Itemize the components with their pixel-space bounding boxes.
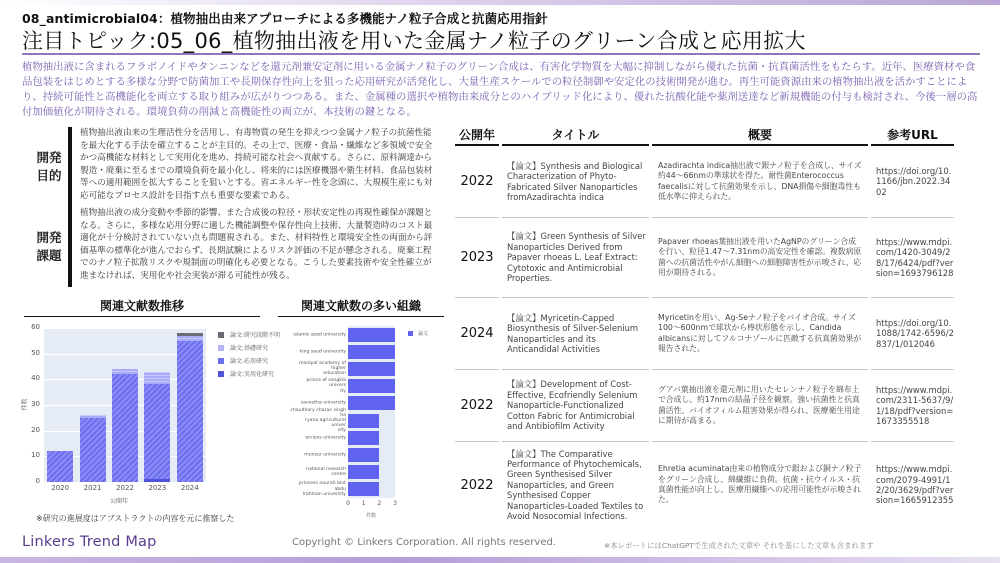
- publication-trend-chart: [21, 322, 281, 512]
- cell-url-link[interactable]: https://www.mdpi.com/1420-3049/28/17/6424/pdf?version=1693796128: [871, 218, 954, 298]
- cell-summary: Myricetinを用い、Ag-Seナノ粒子をバイオ合成。サイズ100～600nmで球状から棒状形態を示し、Candida albicansに対してフルコナゾールに匹敵する抗真菌効果が報告された。: [652, 298, 868, 370]
- bar-2021: [80, 415, 106, 482]
- bar-2020: [47, 451, 73, 482]
- legend-label: 論文:応用研究: [230, 358, 269, 365]
- org-label: princess nourah bint abdu lrahman university: [298, 481, 346, 497]
- top-organizations-chart: [290, 322, 460, 522]
- intro-paragraph: 植物抽出液に含まれるフラボノイドやタンニンなどを還元剤兼安定剤に用いる金属ナノ粒子のグリーン合成は、有害化学物質を大幅に抑制しながら優れた抗菌・抗真菌活性をもたらす。近年、医療資材や食品包装をはじめとする多様な分野で防菌加工や長期保存性向上を狙った応用研究が活発化し、大量生産スケールでの粒径制御や安定化の技術開発が進む。再生可能資源由来の植物抽出液を活かすことにより、持続可能性と高機能化を両立する取り組みが広がりつつある。また、金属種の選択や植物由来成分とのハイブリッド化により、優れた抗酸化能や薬剤送達など新規機能の付与も検討され、今後一層の高付加価値化が期待される。環境負荷の削減と高機能性の両立が、本技術の鍵となる。: [22, 61, 978, 118]
- y-tick-label: 0: [35, 477, 40, 485]
- org-bar-row: [290, 465, 460, 479]
- x-tick-label: 2022: [116, 484, 134, 492]
- org-bar-row: [290, 448, 460, 462]
- cell-year: 2024: [455, 298, 499, 370]
- development-issues-label: [30, 207, 68, 287]
- bar-segment: [47, 451, 73, 482]
- trend-chart-heading: 関連文献数推移: [24, 297, 260, 317]
- y-tick-label: 10: [31, 451, 40, 460]
- x-tick-label: 1: [361, 500, 366, 507]
- x-axis-label: 公開年: [110, 498, 129, 505]
- org-label: munzur university: [304, 452, 346, 458]
- cell-summary: Papaver rhoeas葉抽出液を用いたAgNPのグリーン合成を行い、粒径1.47～7.31nmの高安定性を確認。複数病原菌への抗菌活性やがん細胞への細胞障害性が示唆され、応用が期待される。: [652, 218, 868, 298]
- legend-label: 論文:実用化研究: [230, 371, 275, 378]
- bar-segment: [144, 384, 170, 479]
- org-chart-heading: 関連文献数の多い組織: [278, 297, 444, 317]
- table-header: [455, 126, 985, 146]
- x-tick-label: 2020: [51, 484, 70, 492]
- y-tick-label: 30: [31, 400, 40, 408]
- legend-swatch: [218, 332, 224, 338]
- cell-year: 2022: [455, 370, 499, 442]
- cell-url-link[interactable]: https://www.mdpi.com/2079-4991/12/20/3629/pdf?version=1665912355: [876, 464, 954, 506]
- bar-segment: [80, 418, 106, 482]
- bar-segment: [112, 374, 138, 482]
- cell-url-link[interactable]: https://doi.org/10.1166/jbn.2022.3402: [871, 146, 954, 218]
- title-divider: [22, 53, 980, 55]
- table-row: [455, 370, 985, 442]
- org-bar: [348, 396, 395, 410]
- org-bar: [348, 345, 395, 359]
- bottom-accent-bar: [0, 557, 1000, 563]
- legend-swatch: [218, 358, 224, 364]
- top-accent-bar: [0, 0, 1000, 5]
- org-bar-row: [290, 362, 460, 376]
- org-label: king saud university: [299, 349, 346, 355]
- cell-title: 【論文】The Comparative Performance of Phytochemicals, Green Synthesised Silver Nanoparticles, and Green Synthesised Copper Nanoparticles-Loaded Textiles to Avoid Nosocomial Infections.: [507, 448, 644, 522]
- linkers-trend-map-logo: Linkers Trend Map: [22, 534, 157, 550]
- y-tick-label: 60: [31, 323, 40, 331]
- org-bar-row: [290, 431, 460, 445]
- org-label: manipal academy of higher education: [299, 361, 346, 377]
- org-label: erciyes university: [305, 435, 346, 441]
- label-line: 課題: [36, 248, 62, 263]
- cell-summary: Ehretia acuminata由来の植物成分で銀および銅ナノ粒子をグリーン合成し、綿繊維に負荷。抗菌・抗ウイルス・抗真菌性能が向上し、医療用繊維への応用可能性が示唆された。: [658, 464, 862, 505]
- y-tick-label: 50: [31, 348, 40, 357]
- bar-segment: [144, 479, 170, 482]
- org-bar: [348, 482, 379, 496]
- header-title: タイトル: [502, 126, 649, 146]
- x-tick-label: 2024: [180, 484, 199, 492]
- gridline: [44, 328, 206, 329]
- development-purpose-text: 植物抽出液由来の生理活性分を活用し、有毒物質の発生を抑えつつ金属ナノ粒子の抗菌性能を最大化する手法を確立することが主目的。その上で、医療・食品・繊維など多領域で安全かつ高機能な材料として実用化を進め、持続可能な社会へ貢献する。さらに、原料調達から製造・廃棄に至るまでの環境負荷を最小化し、将来的には医療機器や衛生材料、食品包装材等への適用範囲を拡大することを狙いとする。省エネルギー性を念頭に、大規模生産にも対応可能なプロセス設計を目指す点も重要な要素である。: [80, 128, 433, 201]
- chart-legend: [218, 330, 280, 382]
- legend-item: [218, 356, 280, 365]
- cell-title: 【論文】Myricetin-Capped Biosynthesis of Silver-Selenium Nanoparticles and its Anticandidal Activities: [502, 298, 649, 370]
- org-label: saveetha university: [300, 400, 346, 406]
- label-line: 目的: [36, 168, 62, 183]
- ai-disclaimer-note: ※本レポートにはChatGPTで生成された文章や それを基にした文章も含まれます: [604, 541, 874, 550]
- org-bar-row: [290, 407, 460, 434]
- cell-title: 【論文】Development of Cost-Effective, Ecofriendly Selenium Nanoparticle-Functionalized Cotton Fabric for Antimicrobial and Antibiofilm Activity: [502, 370, 649, 442]
- cell-title: 【論文】Synthesis and Biological Characterization of Phyto-Fabricated Silver Nanoparticles fromAzadirachta indica: [502, 146, 649, 218]
- bar-2023: [144, 372, 170, 482]
- legend-item: [218, 343, 280, 352]
- development-purpose-block: [30, 127, 440, 207]
- cell-year: 2023: [455, 218, 499, 298]
- legend-item: [218, 369, 280, 378]
- x-tick-label: 2: [377, 500, 382, 507]
- bar-2022: [112, 369, 138, 482]
- x-tick-label: 0: [346, 500, 350, 507]
- org-label: chaudhary charan singh ha ryana agricultural univer sity: [290, 407, 346, 434]
- legend-label: 論文:研究段階不明: [230, 332, 281, 339]
- development-purpose-label: [30, 127, 68, 207]
- literature-table: [455, 126, 985, 528]
- y-tick-label: 40: [31, 374, 40, 383]
- org-bar-row: [290, 482, 460, 496]
- page-title: 注目トピック:05_06_植物抽出液を用いた金属ナノ粒子のグリーン合成と応用拡大: [22, 29, 806, 53]
- legend-item: [218, 330, 280, 339]
- table-row: [455, 218, 985, 298]
- legend-swatch: [218, 345, 224, 351]
- label-line: 開発: [36, 150, 62, 165]
- org-label: islamic azad university: [293, 331, 346, 337]
- x-axis-label: 件数: [366, 513, 377, 519]
- x-tick-label: 3: [393, 500, 397, 507]
- org-bar: [348, 414, 379, 428]
- org-bar-row: [290, 345, 460, 359]
- header-url: 参考URL: [871, 126, 954, 146]
- development-issues-block: [30, 207, 440, 287]
- bar-segment: [177, 341, 203, 482]
- org-bar: [348, 465, 379, 479]
- org-bar-row: [290, 379, 460, 393]
- bar-segment: [144, 372, 170, 385]
- org-bar: [348, 431, 379, 445]
- org-bar: [348, 362, 395, 376]
- y-tick-label: 20: [31, 425, 40, 434]
- copyright-text: Copyright © Linkers Corporation. All rights reserved.: [292, 537, 556, 548]
- x-tick-label: 2021: [83, 484, 102, 492]
- table-row: [455, 146, 985, 218]
- legend-swatch: [218, 371, 224, 377]
- header-summary: 概要: [652, 126, 868, 146]
- org-bar: [348, 448, 379, 462]
- legend-label: 論文:基礎研究: [230, 345, 269, 352]
- gridline: [44, 482, 206, 483]
- cell-year: 2022: [460, 477, 494, 493]
- header-year: 公開年: [455, 126, 499, 146]
- cell-title: 【論文】Green Synthesis of Silver Nanoparticles Derived from Papaver rhoeas L. Leaf Extract: Cytotoxic and Antimicrobial Properties.: [502, 218, 649, 298]
- chart-plot-area: [44, 328, 206, 482]
- cell-summary: Azadirachta indica抽出液で銀ナノ粒子を合成し、サイズ約44～66nmの準球状を得た。耐性菌Enterococcus faecalisに対して抗菌効果を示し、DNA損傷や細胞毒性も低水準に抑えられた。: [652, 146, 868, 218]
- cell-url-link[interactable]: https://doi.org/10.1088/1742-6596/2837/1/012046: [871, 298, 954, 370]
- vertical-bar-divider: [68, 207, 72, 287]
- cell-summary: グアバ葉抽出液を還元剤に用いたセレンナノ粒子を綿布上で合成し、約17nmの結晶子径を観察。強い抗菌性と抗真菌活性、バイオフィルム阻害効果が得られ、医療衛生用途に期待が高まる。: [652, 370, 868, 442]
- chart-footnote: ※研究の進展度はアブストラクトの内容を元に推察した: [36, 514, 235, 523]
- development-issues-text: 植物抽出液の成分変動や季節的影響、また合成後の粒径・形状安定性の再現性確保が課題となる。さらに、多様な応用分野に適した機能調整や保存性向上技術、大量製造時のコスト最適化が十分検討されていない点も問題視される。また、材料特性と環境安全性の両面から評価基準の標準化が進んでおらず、長期試験によるリスク評価の不足が懸念される。廃棄工程でのナノ粒子拡散リスクや規制面の明確化も必要となる。こうした要素技術や安全性確立が進まなければ、実用化や社会実装が滞る可能性が残る。: [80, 208, 433, 281]
- report-supertitle: 08_antimicrobial04：植物抽出由来アプローチによる多機能ナノ粒子合成と抗菌応用指針: [22, 11, 548, 26]
- vertical-bar-divider: [68, 127, 72, 207]
- org-bar-row: [290, 328, 460, 342]
- cell-year: 2022: [455, 146, 499, 218]
- y-axis-label: 件数: [21, 398, 29, 411]
- table-row: [455, 298, 985, 370]
- bar-2024: [177, 333, 203, 482]
- cell-url-link[interactable]: https://www.mdpi.com/2311-5637/9/1/18/pdf?version=1673355518: [871, 370, 954, 442]
- org-label: national research centre: [306, 466, 346, 478]
- org-bar: [348, 328, 395, 342]
- legend-label: 論文: [418, 331, 429, 337]
- org-bar: [348, 379, 395, 393]
- table-row: [455, 442, 985, 528]
- org-label: prince of songkla univers ity: [306, 378, 346, 394]
- label-line: 開発: [36, 230, 62, 245]
- x-tick-label: 2023: [148, 484, 167, 492]
